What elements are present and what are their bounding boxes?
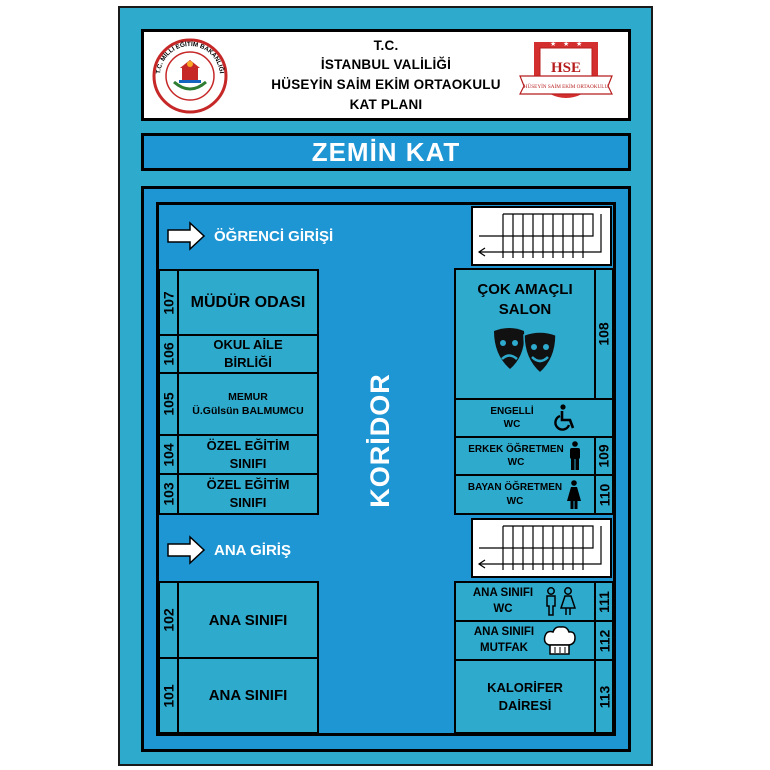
room-number-103: 103 — [158, 473, 179, 515]
room-108-multipurpose-hall: ÇOK AMAÇLI SALON — [454, 268, 596, 400]
room-number-102: 102 — [158, 581, 179, 659]
room-number-111: 111 — [594, 581, 614, 622]
stairs-middle — [471, 518, 612, 578]
student-entrance-label: ÖĞRENCİ GİRİŞİ — [214, 227, 334, 245]
room-number-107: 107 — [158, 269, 179, 336]
room-number-109: 109 — [594, 436, 614, 476]
room-113-boiler-room: KALORİFER DAİRESİ — [454, 659, 596, 734]
room-104-special-education: ÖZEL EĞİTİM SINIFI — [177, 434, 319, 475]
room-number-106: 106 — [158, 334, 179, 374]
room-107-principal-office: MÜDÜR ODASI — [177, 269, 319, 336]
wheelchair-icon — [554, 404, 578, 432]
woman-icon — [566, 480, 582, 510]
room-112-kindergarten-kitchen: ANA SINIFI MUTFAK — [454, 620, 596, 661]
stairs-icon — [473, 520, 610, 576]
kids-wc-icon — [543, 587, 577, 617]
svg-text:★: ★ — [576, 41, 583, 48]
chef-hat-icon — [542, 625, 576, 657]
header-line-plan: KAT PLANI — [349, 97, 423, 112]
main-entrance — [166, 535, 291, 565]
room-101-kindergarten: ANA SINIFI — [177, 657, 319, 734]
school-logo — [514, 36, 618, 116]
header-line-school: HÜSEYİN SAİM EKİM ORTAOKULU — [271, 77, 501, 92]
school-logo-ribbon-text: HÜSEYİN SAİM EKİM ORTAOKULU — [523, 84, 609, 90]
header-line-tc: T.C. — [373, 38, 399, 53]
room-110-female-teacher-wc: BAYAN ÖĞRETMEN WC — [454, 474, 596, 515]
ministry-logo-text: T.C. MİLLİ EĞİTİM BAKANLIĞI — [155, 40, 225, 75]
floor-title: ZEMİN KAT — [141, 133, 631, 171]
room-105-clerk: MEMUR Ü.Gülsün BALMUMCU — [177, 372, 319, 436]
man-icon — [568, 441, 582, 471]
room-number-101: 101 — [158, 657, 179, 734]
arrow-right-icon — [166, 221, 206, 251]
svg-text:★: ★ — [563, 41, 570, 48]
header-panel — [141, 29, 631, 121]
room-accessible-wc: ENGELLİ WC — [454, 398, 614, 438]
room-102-kindergarten: ANA SINIFI — [177, 581, 319, 659]
room-number-104: 104 — [158, 434, 179, 475]
room-number-113: 113 — [594, 659, 614, 734]
room-number-108: 108 — [594, 268, 614, 400]
student-entrance — [166, 221, 333, 251]
room-111-kindergarten-wc: ANA SINIFI WC — [454, 581, 596, 622]
stairs-top — [471, 206, 612, 266]
room-109-male-teacher-wc: ERKEK ÖĞRETMEN WC — [454, 436, 596, 476]
room-number-112: 112 — [594, 620, 614, 661]
room-103-special-education: ÖZEL EĞİTİM SINIFI — [177, 473, 319, 515]
arrow-right-icon — [166, 535, 206, 565]
stairs-icon — [473, 208, 610, 264]
svg-text:★: ★ — [550, 41, 557, 48]
header-line-governorate: İSTANBUL VALİLİĞİ — [320, 57, 452, 72]
corridor-label: KORİDOR — [364, 372, 395, 508]
room-106-parent-association: OKUL AİLE BİRLİĞİ — [177, 334, 319, 374]
room-number-105: 105 — [158, 372, 179, 436]
school-logo-initials: HSE — [550, 60, 582, 76]
main-entrance-label: ANA GİRİŞ — [214, 541, 291, 559]
room-number-110: 110 — [594, 474, 614, 515]
theatre-masks-icon — [490, 325, 560, 377]
